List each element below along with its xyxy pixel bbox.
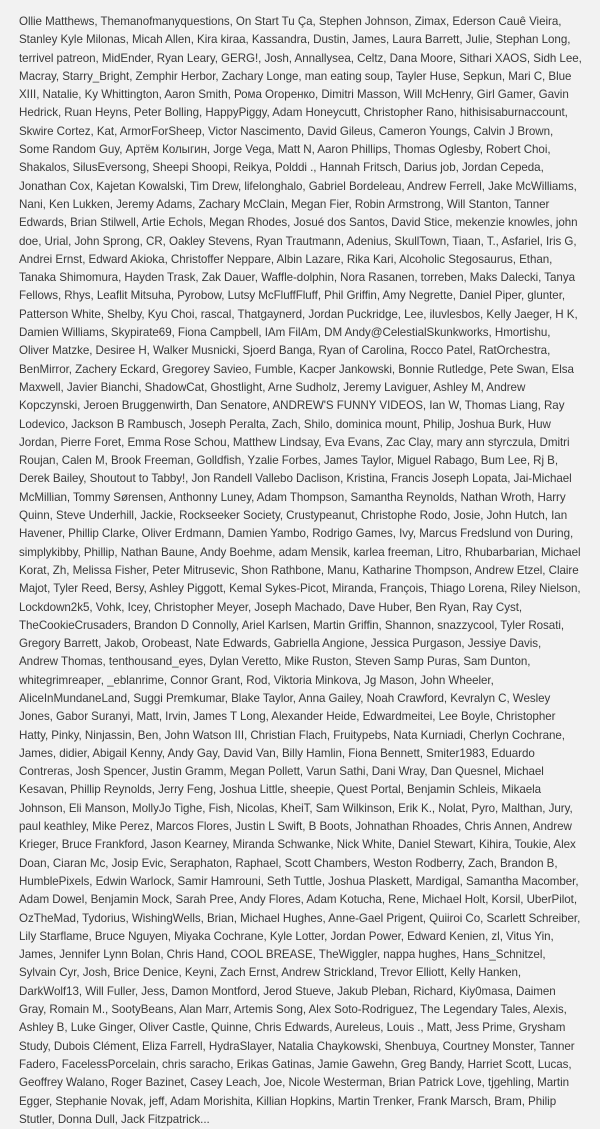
supporter-names-text: Ollie Matthews, Themanofmanyquestions, On Start Tu Ça, Stephen Johnson, Zimax, Ederson Cauê Vieira, Stanley Kyle Milonas, Micah Allen, Kira kiraa, Kassandra, Dustin, James, Laura Barrett, Julie, Stephan Long, terrivel patreon, MidEnder, Ryan Leary, GERG!, Josh, Annallysea, Celtz, Dana Moore, Sithari XAOS, Sidh Lee, Macray, Starry_Bright, Zemphir Herbor, Zachary Longe, man eating soup, Tayler Huse, Sepkun, Mari C, Blue XIII, Natalie, Ky Whittington, Aaron Smith, Рома Огоренко, Dimitri Masson, Will McHenry, Girl Gamer, Gavin Hedrick, Ruan Heyns, Peter Bolling, HappyPiggy, Adam Honeycutt, Christopher Rano, hithisisaburnaccount, Skwire Cortez, Kat, ArmorForSheep, Victor Nascimento, David Gileus, Cameron Youngs, Calvin J Brown, Some Random Guy, Артём Колыгин, Jorge Vega, Matt N, Aaron Phillips, Thomas Oglesby, Robert Choi, Shakalos, SilusEversong, Sheepi Shoopi, Reikya, Polddi ., Hannah Fritsch, Darius job, Jordan Cepeda, Jonathan Cox, Kajetan Kowalski, Tim Drew, lifelonghalo, Gabriel Bordeleau, Andrew Ferrell, Jake McWilliams, Nani, Ken Lukken, Jeremy Adams, Zachary McClain, Megan Fier, Robin Armstrong, Will Stanton, Tanner Edwards, Brian Stilwell, Artie Echols, Megan Rhodes, Josué dos Santos, David Stice, mekenzie knowles, john doe, Urial, John Sprong, CR, Oakley Stevens, Ryan Trautmann, Adenius, SkullTown, Tiaan, T., Asfariel, Iris G, Andrei Ernst, Edward Akioka, Christoffer Neppare, Albin Lazare, Rika Kari, Alcoholic Stegosaurus, Ethan, Tanaka Shimomura, Hayden Trask, Zak Dauer, Waffle-dolphin, Nora Rasanen, torreben, Maks Dalecki, Tanya Fellows, Rhys, Leaflit Mitsuha, Pyrobow, Lutsy McFluffFluff, Phil Griffin, Amy Negrette, Daniel Piper, glunter, Patterson White, Shelby, Kyu Choi, rascal, Thatgaynerd, Jordan Puckridge, Lee, iluvlesbos, Kelly Jaeger, H K, Damien Williams, Skypirate69, Fiona Campbell, IAm FilAm, DM Andy@CelestialSkunkworks, Hmortishu, Oliver Matzke, Desiree H, Walker Musnicki, Sjoerd Banga, Ryan of Carolina, Rocco Patel, RatOrchestra, BenMirror, Zachery Eckard, Gregorey Savieo, Fumble, Kacper Jankowski, Bonnie Rutledge, Pete Swan, Elsa Maxwell, Javier Bianchi, ShadowCat, Ghostlight, Arne Sudholz, Jeremy Laviguer, Ashley M, Andrew Kopczynski, Jeroen Bruggenwirth, Dan Senatore, ANDREW'S FUNNY VIDEOS, Ian W, Thomas Liang, Ray Lodevico, Jackson B Rambusch, Joseph Peralta, Zach, Shilo, dominica mount, Philip, Joshua Burk, Huw Jordan, Pierre Foret, Emma Rose Schou, Matthew Lindsay, Eva Evans, Zac Clay, mary ann styrczula, Dmitri Roujan, Calen M, Brook Freeman, Golldfish, Yzalie Forbes, James Taylor, Miguel Rabago, Bum Lee, Rj B, Derek Bailey, Shoutout to Tabby!, Jon Randell Vallebo Daclison, Kristina, Francis Joseph Lopata, Jai-Michael McMillian, Tommy Sørensen, Anthonny Luney, Adam Thompson, Samantha Reynolds, Nathan Wroth, Harry Quinn, Steve Underhill, Jackie, Rockseeker Society, Crustypeanut, Christophe Rodo, Josie, John Hutch, Ian Havener, Phillip Clarke, Oliver Erdmann, Damien Yambo, Rodrigo Games, Ivy, Marcus Fredslund von During, simplykibby, Phillip, Nathan Baune, Andy Boehme, adam Mensik, karlea freeman, Litro, Rhubarbarian, Michael Korat, Zh, Melissa Fisher, Peter Mitrusevic, Shon Rathbone, Manu, Katharine Thompson, Andrew Etzel, Claire Majot, Tyler Reed, Bersy, Ashley Piggott, Kemal Sykes-Picot, Miranda, François, Thiago Lorena, Riley Nielson, Lockdown2k5, Vohk, Icey, Christopher Meyer, Joseph Machado, Dave Huber, Ben Ryan, Ray Cyst, TheCookieCrusaders, Brandon D Connolly, Ariel Karlsen, Martin Griffin, Shannon, snazzycool, Tyler Rosati, Gregory Barrett, Jakob, Orobeast, Nate Edwards, Gabriella Angione, Jessica Purgason, Jessiye Davis, Andrew Thomas, tenthousand_eyes, Dylan Veretto, Mike Ruston, Steven Samp Puras, Sam Dunton, whitegrimreaper, _eblanrime, Connor Grant, Rod, Viktoria Minkova, Jg Mason, John Wheeler, AliceInMundaneLand, Suggi Premkumar, Blake Taylor, Anna Gailey, Noah Crawford, Kevralyn C, Wesley Jones, Gabor Suranyi, Matt, Irvin, James T Long, Alexander Heide, Edwardmeitei, Lee Boyle, Christopher Hatty, Pinky, Ninjassin, Ben, John Watson III, Christian Flach, Fruitypebs, Nata Kurniadi, Cherlyn Cochrane, James, didier, Abigail Kenny, Andy Gay, David Van, Billy Hamlin, Fiona Bennett, Smiter1983, Eduardo Contreras, Josh Spencer, Justin Gramm, Megan Pollett, Varun Sathi, Dani Wray, Dan Quesnel, Michael Kesavan, Phillip Reynolds, Jerry Feng, Joshua Little, sheepie, Quest Portal, Benjamin Schleis, Mikaela Johnson, Eli Manson, MollyJo Tighe, Fish, Nicolas, KheiT, Sam Wilkinson, Erik K., Nolat, Pyro, Malthan, Jury, paul keathley, Mike Perez, Marcos Flores, Justin L Swift, B Boots, Johnathan Rhoades, Chris Annen, Andrew Krieger, Bruce Frankford, Jason Kearney, Miranda Schwanke, Nick White, Daniel Stewart, Kihira, Toukie, Alex Doan, Ciaran Mc, Josip Evic, Seraphaton, Raphael, Scott Chambers, Weston Rodberry, Zach, Brandon B, HumblePixels, Edwin Warlock, Samir Hamrouni, Seth Tuttle, Joshua Plaskett, Mardigal, Samantha Macomber, Adam Dowel, Benjamin Mock, Sarah Pree, Andy Flores, Adam Kotucha, Rene, Michael Holt, Korsil, UberPilot, OzTheMad, Tydorius, WishingWells, Brian, Michael Hughes, Anne-Gael Prigent, Quiiroi Co, Scarlett Schreiber, Lily Starflame, Bruce Nguyen, Miyaka Cochrane, Kyle Lotter, Jordan Power, Edward Kenien, zl, Vitus Yin, James, Jennifer Lynn Bolan, Chris Hand, COOL BREASE, TheWiggler, nappa hughes, Hans_Schnitzel, Sylvain Cyr, Josh, Brice Denice, Keyni, Zach Ernst, Andrew Strickland, Trevor Elliott, Kelly Hanken, DarkWolf13, Will Fuller, Jess, Damon Montford, Jerod Stueve, Jakub Pleban, Richard, Kiy0masa, Daimen Gray, Romain M., SootyBeans, Alan Marr, Artemis Song, Alex Soto-Rodriguez, The Legendary Tales, Alexis, Ashley B, Luke Ginger, Oliver Castle, Quinne, Chris Edwards, Aureleus, Louis ., Matt, Jess Prime, Grysham Study, Dubois Clément, Eliza Farrell, HydraSlayer, Natalia Chaykowski, Shenbuya, Courtney Monster, Tanner Fadero, FacelessPorcelain, chris saracho, Erikas Gatinas, Jamie Gawehn, Greg Bandy, Harriet Scott, Lucas, Geoffrey Walano, Roger Bazinet, Casey Leach, Joe, Nicole Westerman, Brian Patrick Love, tjgehling, Martin Egger, Stephanie Novak, jeff, Adam Morishita, Killian Hopkins, Martin Trenker, Frank Marsch, Bram, Philip Stutler, Donna Dull, Jack Fitzpatrick...: [19, 15, 582, 1126]
